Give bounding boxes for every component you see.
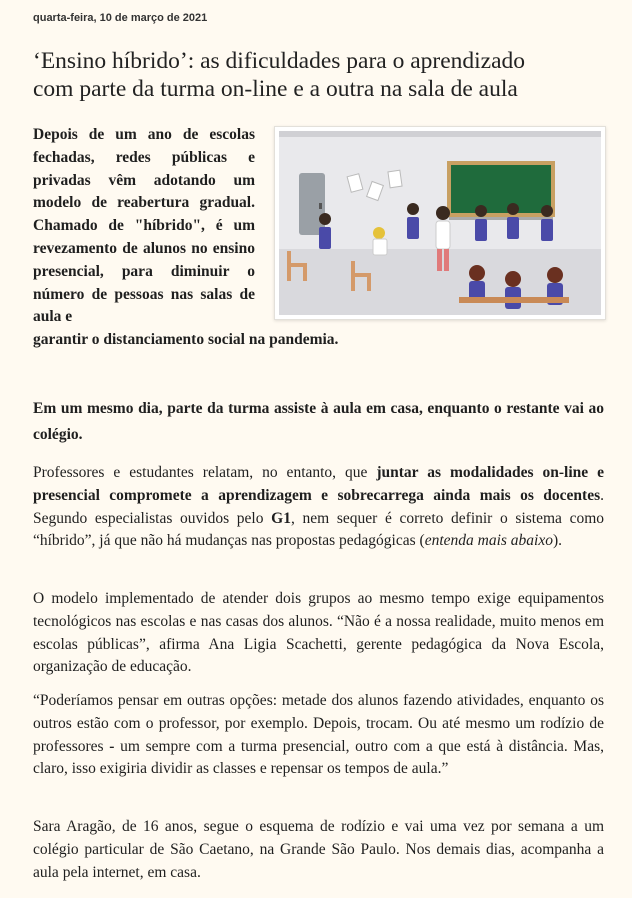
intro-text-last-line: garantir o distanciamento social na pandemia. (33, 331, 339, 349)
paragraph-quote (33, 690, 604, 781)
article-title (33, 47, 608, 103)
intro-text: Depois de um ano de escolas fechadas, redes públicas e privadas vêm adotando um modelo de reabertura gradual. Chamado de "híbrido", é um revezamento de alunos no ensino presencial, para diminuir o número de pessoas nas salas de aula e (33, 126, 255, 326)
p4-dash: - (109, 737, 115, 755)
lead-paragraph: Em um mesmo dia, parte da turma assiste à aula em casa, enquanto o restante vai ao colégio. (33, 400, 604, 443)
p2-g1-link[interactable]: G1 (271, 509, 291, 527)
title-line-2: com parte da turma on-line e a outra na sala de aula (33, 76, 518, 102)
paragraph-modelo: O modelo implementado de atender dois grupos ao mesmo tempo exige equipamentos tecnológicos nas escolas e nas casas dos alunos. “Não é a nossa realidade, muito menos em escolas públicas”, afirma Ana Ligia Scachetti, gerente pedagógica da Nova Escola, organização de educação. (33, 590, 604, 676)
classroom-illustration (274, 126, 606, 320)
p2-text-3: , nem sequer é correto definir o sistema como “híbrido”, já que não há mudanças nas propostas pedagógicas ( (33, 509, 605, 550)
paragraph-sara: Sara Aragão, de 16 anos, segue o esquema de rodízio e vai uma vez por semana a um colégio particular de São Caetano, na Grande São Paulo. Nos demais dias, acompanha a aula pela internet, em casa. (33, 818, 604, 881)
title-line-1: ‘Ensino híbrido’: as dificuldades para o aprendizado (33, 48, 526, 74)
p4-text-1: “Poderíamos pensar em outras opções: metade dos alunos fazendo atividades, enquanto os outros estão com o professor, por exemplo. Depois, trocam. Ou até mesmo um rodízio de professores (33, 692, 604, 755)
paragraph-professores (33, 462, 604, 553)
p2-italic: entenda mais abaixo (424, 532, 553, 550)
p2-text-1: Professores e estudantes relatam, no entanto, que (33, 464, 377, 481)
p2-text-4: ). (552, 532, 563, 550)
chalkboard (449, 163, 553, 215)
p2-bold-1: juntar as modalidades on-line e presencial compromete a aprendizagem e sobrecarrega ainda mais os docentes (33, 464, 604, 504)
p2-text-2: . Segundo especialistas ouvidos pelo (33, 486, 604, 527)
p4-text-2: um sempre com a turma presencial, outro com a que está à distância. Mas, claro, isso exigiria dividir as classes e repensar os tempos de aula.” (33, 737, 604, 778)
article-date: quarta-feira, 10 de março de 2021 (33, 12, 208, 24)
